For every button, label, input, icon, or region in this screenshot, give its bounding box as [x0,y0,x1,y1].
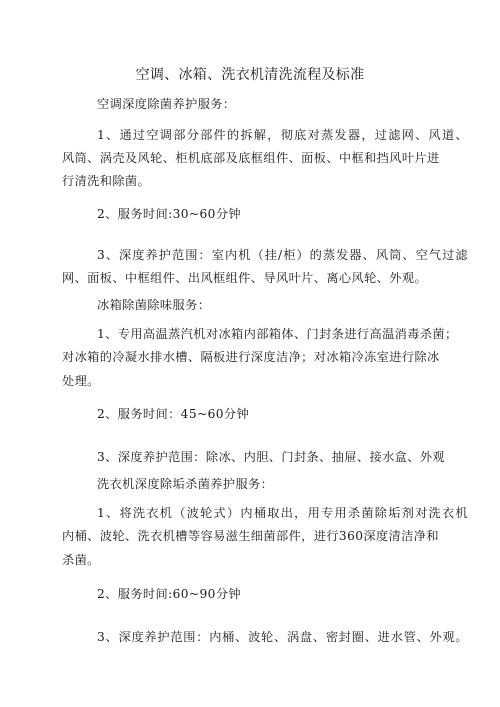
washer-paragraph-1-line-1: 1、将洗衣机（波轮式）内桶取出，用专用杀菌除垢剂对洗衣机 [97,506,468,520]
fridge-paragraph-1-line-1: 1、专用高温蒸汽机对冰箱内部箱体、门封条进行高温消毒杀菌； [97,327,458,341]
aircon-paragraph-1-line-3: 行清洗和除菌。 [62,174,151,188]
washer-service-time: 2、服务时间:60~90分钟 [97,587,242,601]
aircon-service-time: 2、服务时间:30~60分钟 [97,207,242,221]
washer-paragraph-3-line-1: 3、深度养护范围：内桶、波轮、涡盘、密封圈、进水管、外观。 [97,630,468,644]
fridge-paragraph-1-line-2: 对冰箱的冷凝水排水槽、隔板进行深度洁净；对冰箱冷冻室进行除冰 [62,350,440,364]
aircon-paragraph-3-line-1: 3、深度养护范围：室内机（挂/柜）的蒸发器、风筒、空气过滤 [97,248,468,262]
fridge-paragraph-3-line-1: 3、深度养护范围：除冰、内胆、门封条、抽屉、接水盒、外观 [97,450,446,464]
washer-paragraph-1-line-3: 杀菌。 [62,553,100,567]
section-heading-washer: 洗衣机深度除垢杀菌养护服务： [97,477,274,491]
fridge-service-time: 2、服务时间：45~60分钟 [97,407,250,421]
aircon-paragraph-1-line-2: 风筒、涡壳及风轮、柜机底部及底框组件、面板、中框和挡风叶片进 [62,151,440,165]
fridge-paragraph-1-line-3: 处理。 [62,374,100,388]
section-heading-aircon: 空调深度除菌养护服务： [97,97,236,111]
section-heading-fridge: 冰箱除菌除味服务： [97,298,211,312]
aircon-paragraph-1-line-1: 1、通过空调部分部件的拆解，彻底对蒸发器，过滤网、风道、 [97,128,468,142]
document-title: 空调、冰箱、洗衣机清洗流程及标准 [135,67,365,83]
aircon-paragraph-3-line-2: 网、面板、中框组件、出风框组件、导风叶片、离心风轮、外观。 [62,271,428,285]
washer-paragraph-1-line-2: 内桶、波轮、洗衣机槽等容易滋生细菌部件，进行360深度清洁净和 [62,529,439,543]
